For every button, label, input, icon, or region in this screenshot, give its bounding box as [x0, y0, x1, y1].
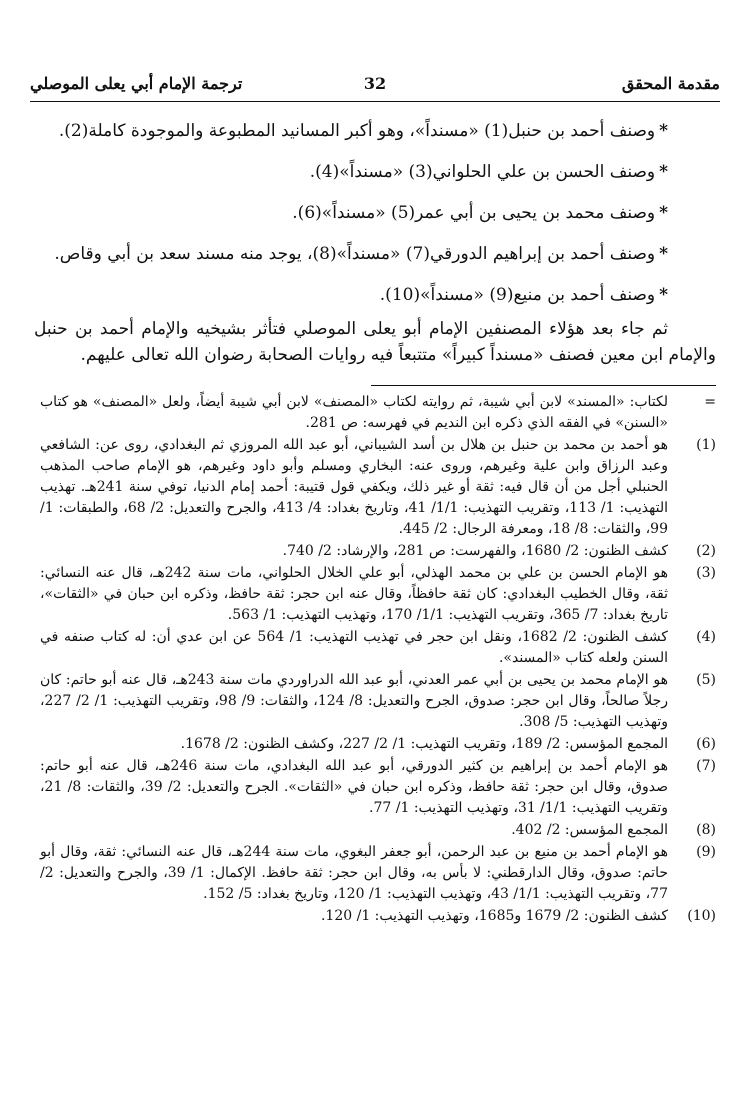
footnote — [40, 734, 716, 755]
footnotes — [40, 392, 716, 928]
footnote — [40, 627, 716, 669]
footnote-text: هو الإمام محمد بن يحيى بن أبي عمر العدني، أبو عبد الله الدراوردي مات سنة 243هـ، قال عنه أبو حاتم: كان رجلاً صالحاً، وقال ابن حجر: صدوق، الجرح والتعديل: 8/ 124، والثقات: 9/ 98، وتقريب التهذيب: 1/ 2/ 227، وتهذيب التهذيب: 5/ 308. — [40, 672, 668, 730]
bullet-text: وصنف أحمد بن إبراهيم الدورقي(7) «مسنداً»(8)، يوجد منه مسند سعد بن أبي وقاص. — [54, 244, 656, 264]
footnote-text: لكتاب: «المسند» لابن أبي شيبة، ثم روايته لكتاب «المصنف» لابن أبي شيبة أيضاً، ولعل «المصنف» هو كتاب «السنن» في الفقه الذي ذكره ابن النديم في فهرسه: ص 281. — [40, 394, 668, 431]
footnote-number: (8) — [696, 822, 716, 838]
footnote-text: كشف الظنون: 2/ 1682، ونقل ابن حجر في تهذيب التهذيب: 1/ 564 عن ابن عدي أن: له كتاب صنفه في السنن ولعله كتاب «المسند». — [40, 629, 668, 666]
footnote-number: (6) — [696, 736, 716, 752]
footnote — [40, 842, 716, 905]
bullet-item — [30, 241, 668, 282]
footnote — [40, 670, 716, 733]
star-marker: * — [659, 285, 668, 305]
footnote-number: = — [704, 394, 716, 410]
bullet-item — [30, 159, 668, 200]
footnote-number: (1) — [696, 437, 716, 453]
footnote — [40, 392, 716, 434]
page-number: 32 — [363, 74, 387, 93]
footnote-text: كشف الظنون: 2/ 1679 و1685، وتهذيب التهذيب: 1/ 120. — [320, 908, 668, 924]
footnote — [40, 756, 716, 819]
bullet-text: وصنف أحمد بن منيع(9) «مسنداً»(10). — [379, 285, 656, 305]
footnote — [40, 435, 716, 540]
bullet-item — [30, 118, 668, 159]
running-header — [30, 74, 720, 100]
star-marker: * — [659, 121, 668, 141]
bullet-item — [30, 200, 668, 241]
footnote-text: كشف الظنون: 2/ 1680، والفهرست: ص 281، والإرشاد: 2/ 740. — [282, 543, 668, 559]
footnote-number: (7) — [696, 758, 716, 774]
footnote-number: (2) — [696, 543, 716, 559]
footnote-number: (10) — [687, 908, 716, 924]
bullet-text: وصنف محمد بن يحيى بن أبي عمر(5) «مسنداً»(6). — [292, 203, 656, 223]
bullet-text: وصنف أحمد بن حنبل(1) «مسنداً»، وهو أكبر المسانيد المطبوعة والموجودة كاملة(2). — [58, 121, 656, 141]
book-title: ترجمة الإمام أبي يعلى الموصلي — [30, 74, 243, 93]
footnote-text: المجمع المؤسس: 2/ 189، وتقريب التهذيب: 1/ 2/ 227، وكشف الظنون: 2/ 1678. — [180, 736, 668, 752]
star-marker: * — [659, 203, 668, 223]
footnote-text: هو أحمد بن محمد بن حنبل بن هلال بن أسد الشيباني، أبو عبد الله المروزي ثم البغدادي، روى عن: الشافعي وعبد الرزاق وابن علية وغيرهم، وروى عنه: البخاري ومسلم وأبو داود وغيرهم، هو الإمام صاحب المذهب الحنبلي أجل من أن قال فيه: ثقة أو غير ذلك، ويكفي قول قتيبة: أحمد إمام الدنيا، توفي سنة 241هـ. تهذيب التهذيب: 1/ 113، وتقريب التهذيب: 1/1/ 41، وتاريخ بغداد: 4/ 413، والجرح والتعديل: 2/ 68، والطبقات: 1/ 99، والثقات: 8/ 18، ومعرفة الرجال: 2/ 445. — [40, 437, 668, 537]
footnote-text: هو الإمام أحمد بن منيع بن عبد الرحمن، أبو جعفر البغوي، مات سنة 244هـ، قال عنه النسائي: ثقة، وقال أبو حاتم: صدوق، وقال الدارقطني: لا بأس به، وقال ابن حجر: ثقة حافظ. الإكمال: 1/ 39، والجرح والتعديل: 2/ 77، وتقريب التهذيب: 1/1/ 43، وتهذيب التهذيب: 1/ 120، وتاريخ بغداد: 5/ 152. — [40, 844, 669, 902]
footnote — [40, 906, 716, 927]
footnote-text: المجمع المؤسس: 2/ 402. — [511, 822, 668, 838]
footnote-number: (4) — [696, 629, 716, 645]
bullet-list — [30, 118, 668, 323]
footnote — [40, 541, 716, 562]
header-rule — [30, 101, 720, 102]
footnote-text: هو الإمام أحمد بن إبراهيم بن كثير الدورقي، أبو عبد الله البغدادي، مات سنة 246هـ، قال عنه أبو حاتم: صدوق، وقال ابن حجر: ثقة حافظ، وذكره ابن حبان في «الثقات». الجرح والتعديل: 2/ 39، والثقات: 8/ 21، وتقريب التهذيب: 1/1/ 31، وتهذيب التهذيب: 1/ 77. — [40, 758, 668, 816]
footnote — [40, 563, 716, 626]
section-title: مقدمة المحقق — [621, 74, 720, 93]
footnote — [40, 820, 716, 841]
body-paragraph: ثم جاء بعد هؤلاء المصنفين الإمام أبو يعلى الموصلي فتأثر بشيخيه والإمام أحمد بن حنبل والإمام ابن معين فصنف «مسنداً كبيراً» متتبعاً فيه روايات الصحابة رضوان الله تعالى عليهم. — [34, 319, 716, 365]
star-marker: * — [659, 244, 668, 264]
footnote-text: هو الإمام الحسن بن علي بن محمد الهذلي، أبو علي الخلال الحلواني، مات سنة 242هـ، قال عنه النسائي: ثقة، وقال الخطيب البغدادي: كان ثقة حافظاً، وقال عنه ابن حجر: ثقة حافظ، وذكره ابن حبان في «الثقات»، تاريخ بغداد: 7/ 365، وتقريب التهذيب: 1/1/ 170، وتهذيب التهذيب: 1/ 563. — [40, 565, 669, 623]
footnote-number: (3) — [696, 565, 716, 581]
footnote-number: (9) — [696, 844, 716, 860]
star-marker: * — [659, 162, 668, 182]
footnote-number: (5) — [696, 672, 716, 688]
bullet-text: وصنف الحسن بن علي الحلواني(3) «مسنداً»(4). — [309, 162, 656, 182]
footnote-rule — [371, 385, 716, 386]
